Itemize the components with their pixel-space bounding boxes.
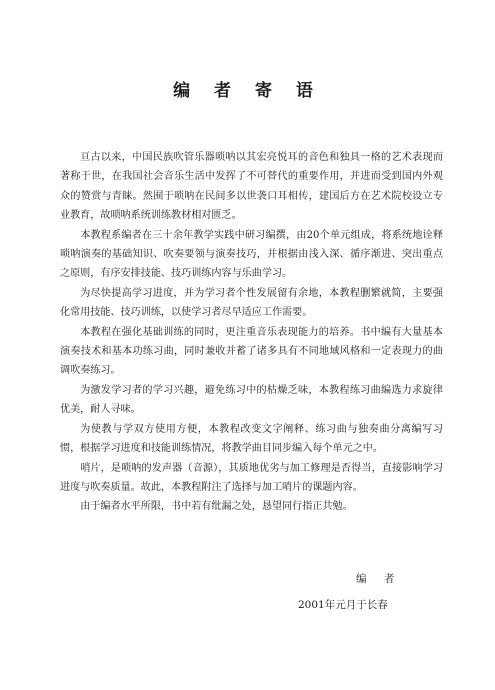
body-text (60, 148, 443, 517)
paragraph: 为激发学习者的学习兴趣，避免练习中的枯燥乏味，本教程练习曲编选力求旋律优美，耐人寻味。 (60, 384, 443, 416)
paragraph: 为使教与学双方使用方便，本教程改变文字阐释、练习曲与独奏曲分离编写习惯，根据学习进度和技能训练情况，将教学曲目同步编入每个单元之中。 (60, 423, 443, 455)
paragraph: 亘古以来，中国民族吹管乐器唢呐以其宏亮悦耳的音色和独具一格的艺术表现而著称于世，在我国社会音乐生活中发挥了不可替代的重要作用，并进而受到国内外观众的赞赏与青睐。然囿于唢呐在民间多以世袭口耳相传，建国后方在艺术院校设立专业教育，故唢呐系统训练教材相对匮乏。 (60, 152, 443, 222)
paragraph: 本教程在强化基础训练的同时，更注重音乐表现能力的培养。书中编有大量基本演奏技术和基本功练习曲，同时兼收并蓄了诸多具有不同地域风格和一定表现力的曲调吹奏练习。 (60, 326, 443, 377)
paragraph: 由于编者水平所限，书中若有纰漏之处，恳望同行指正共勉。 (80, 501, 353, 513)
paragraph: 为尽快提高学习进度，并为学习者个性发展留有余地，本教程删繁就简，主要强化常用技能、技巧训练，以使学习者尽早适应工作需要。 (60, 287, 443, 319)
page-title: 编 者 寄 语 (173, 81, 322, 101)
signature-date: 2001年元月于长春 (298, 599, 388, 611)
paragraph: 本教程系编者在三十余年教学实践中研习编撰，由20个单元组成，将系统地诠释唢呐演奏的基础知识、吹奏要领与演奏技巧，并根据由浅入深、循序渐进、突出重点之原则，有序安排技能、技巧训练内容与乐曲学习。 (60, 229, 443, 280)
author-signature: 编 者 (356, 573, 402, 585)
paragraph: 哨片，是唢呐的发声器（音源），其质地优劣与加工修理是否得当，直接影响学习进度与吹奏质量。故此，本教程附注了选择与加工哨片的课题内容。 (60, 462, 443, 493)
